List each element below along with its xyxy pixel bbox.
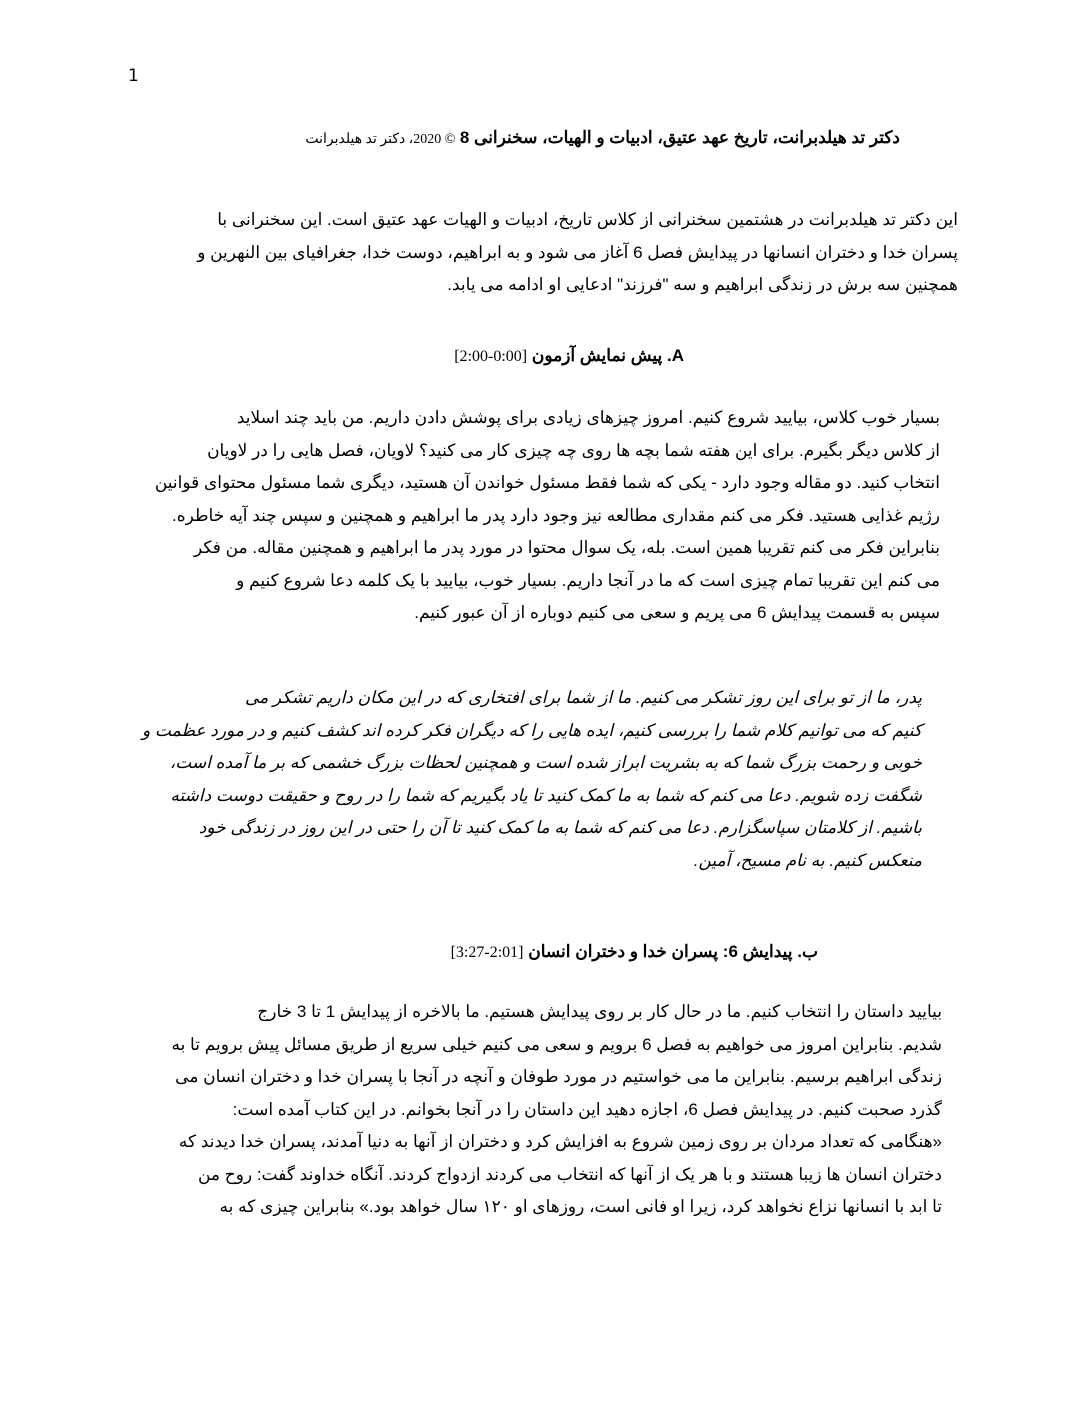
text-line: می کنم این تقریبا تمام چیزی است که ما در آنجا داریم. بسیار خوب، بیایید با یک کلمه دعا شروع کنیم و bbox=[236, 570, 940, 590]
text-line: باشیم. از کلامتان سپاسگزارم. دعا می کنم که شما به ما کمک کنید تا آن را حتی در این روز در زندگی خود bbox=[198, 818, 922, 837]
text-line: این دکتر تد هیلدبرانت در هشتمین سخنرانی از کلاس تاریخ، ادبیات و الهیات عهد عتیق است. این سخنرانی با bbox=[217, 210, 958, 229]
text-line: همچنین سه برش در زندگی ابراهیم و سه "فرزند" ادعایی او ادامه می یابد. bbox=[447, 275, 958, 294]
title-text: دکتر تد هیلدبرانت، تاریخ عهد عتیق، ادبیات و الهیات، سخنرانی 8 bbox=[459, 128, 900, 147]
section-b-paragraph bbox=[136, 996, 942, 1224]
text-line: تا ابد با انسانها نزاع نخواهد کرد، زیرا او فانی است، روزهای او ۱۲۰ سال خواهد بود.» بنابراین چیزی که به bbox=[219, 1197, 942, 1216]
section-b-heading bbox=[451, 942, 818, 962]
section-b-title: ب. پیدایش 6: پسران خدا و دختران انسان bbox=[528, 942, 818, 961]
text-line: رژیم غذایی هستید. فکر می کنم مقداری مطالعه نیز وجود دارد پدر ما ابراهیم و همچنین و سپس چند آیه خاطره. bbox=[172, 505, 940, 525]
text-line: گذرد صحبت کنیم. در پیدایش فصل 6، اجازه دهید این داستان را در آنجا بخوانم. در این کتاب آمده است: bbox=[232, 1099, 942, 1119]
text-line: شگفت زده شویم. دعا می کنم که شما به ما کمک کنید تا یاد بگیریم که شما را در روح و حقیقت دوست داشته bbox=[170, 785, 922, 805]
copyright-notice: © 2020، دکتر تد هیلدبرانت bbox=[305, 132, 456, 147]
text-line: دختران انسان ها زیبا هستند و با هر یک از آنها که انتخاب می کردند ازدواج کردند. آنگاه خداوند گفت: روح من bbox=[197, 1164, 942, 1184]
section-a-paragraph bbox=[128, 402, 940, 630]
text-line: سپس به قسمت پیدایش 6 می پریم و سعی می کنیم دوباره از آن عبور کنیم. bbox=[414, 603, 940, 622]
document-title bbox=[305, 128, 900, 148]
text-line: خوبی و رحمت بزرگ شما که به بشریت ابراز شده است و همچنین لحظات بزرگ خشمی که بر ما آمده است، bbox=[169, 753, 922, 772]
section-b-timestamp: [2:01-3:27] bbox=[450, 944, 524, 961]
section-a-timestamp: [0:00-2:00] bbox=[454, 348, 528, 365]
text-line: منعکس کنیم. به نام مسیح، آمین. bbox=[693, 850, 922, 870]
text-line: پسران خدا و دختران انسانها در پیدایش فصل 6 آغاز می شود و به ابراهیم، دوست خدا، جغرافیای بین النهرین و bbox=[197, 242, 958, 262]
text-line: از کلاس دیگر بگیرم. برای این هفته شما بچه ها روی چه چیزی کار می کنید؟ لاویان، فصل هایی را در لاویان bbox=[207, 440, 940, 460]
section-a-title: A. پیش نمایش آزمون bbox=[531, 346, 684, 365]
text-line: بیایید داستان را انتخاب کنیم. ما در حال کار بر روی پیدایش هستیم. ما بالاخره از پیدایش 1 تا 3 خارج bbox=[257, 1002, 942, 1021]
section-a-heading bbox=[454, 346, 684, 366]
text-line: شدیم. بنابراین امروز می خواهیم به فصل 6 برویم و سعی می کنیم خیلی سریع از طریق مسائل پیش برویم تا به bbox=[171, 1034, 942, 1054]
page-number: 1 bbox=[128, 66, 139, 86]
intro-paragraph bbox=[150, 204, 958, 302]
prayer-paragraph bbox=[132, 682, 922, 877]
text-line: بسیار خوب کلاس، بیایید شروع کنیم. امروز چیزهای زیادی برای پوشش دادن داریم. من باید چند اسلاید bbox=[236, 408, 940, 427]
text-line: زندگی ابراهیم برسیم. بنابراین ما می خواستیم در مورد طوفان و آنچه در آنجا با پسران خدا و دختران انسان می bbox=[175, 1067, 942, 1086]
text-line: انتخاب کنید. دو مقاله وجود دارد - یکی که شما فقط مسئول خواندن آن هستید، دیگری شما مسئول محتوای قوانین bbox=[154, 473, 940, 492]
text-line: پدر، ما از تو برای این روز تشکر می کنیم. ما از شما برای افتخاری که در این مکان داریم تشکر می bbox=[244, 688, 922, 707]
text-line: بنابراین فکر می کنم تقریبا همین است. بله، یک سوال محتوا در مورد پدر ما ابراهیم و همچنین مقاله. من فکر bbox=[193, 538, 940, 557]
text-line: «هنگامی که تعداد مردان بر روی زمین شروع به افزایش کرد و دختران از آنها به دنیا آمدند، پسران خدا دیدند که bbox=[178, 1132, 942, 1151]
text-line: کنیم که می توانیم کلام شما را بررسی کنیم، ایده هایی را که دیگران فکر کرده اند کشف کنیم و در مورد عظمت و bbox=[142, 720, 922, 740]
